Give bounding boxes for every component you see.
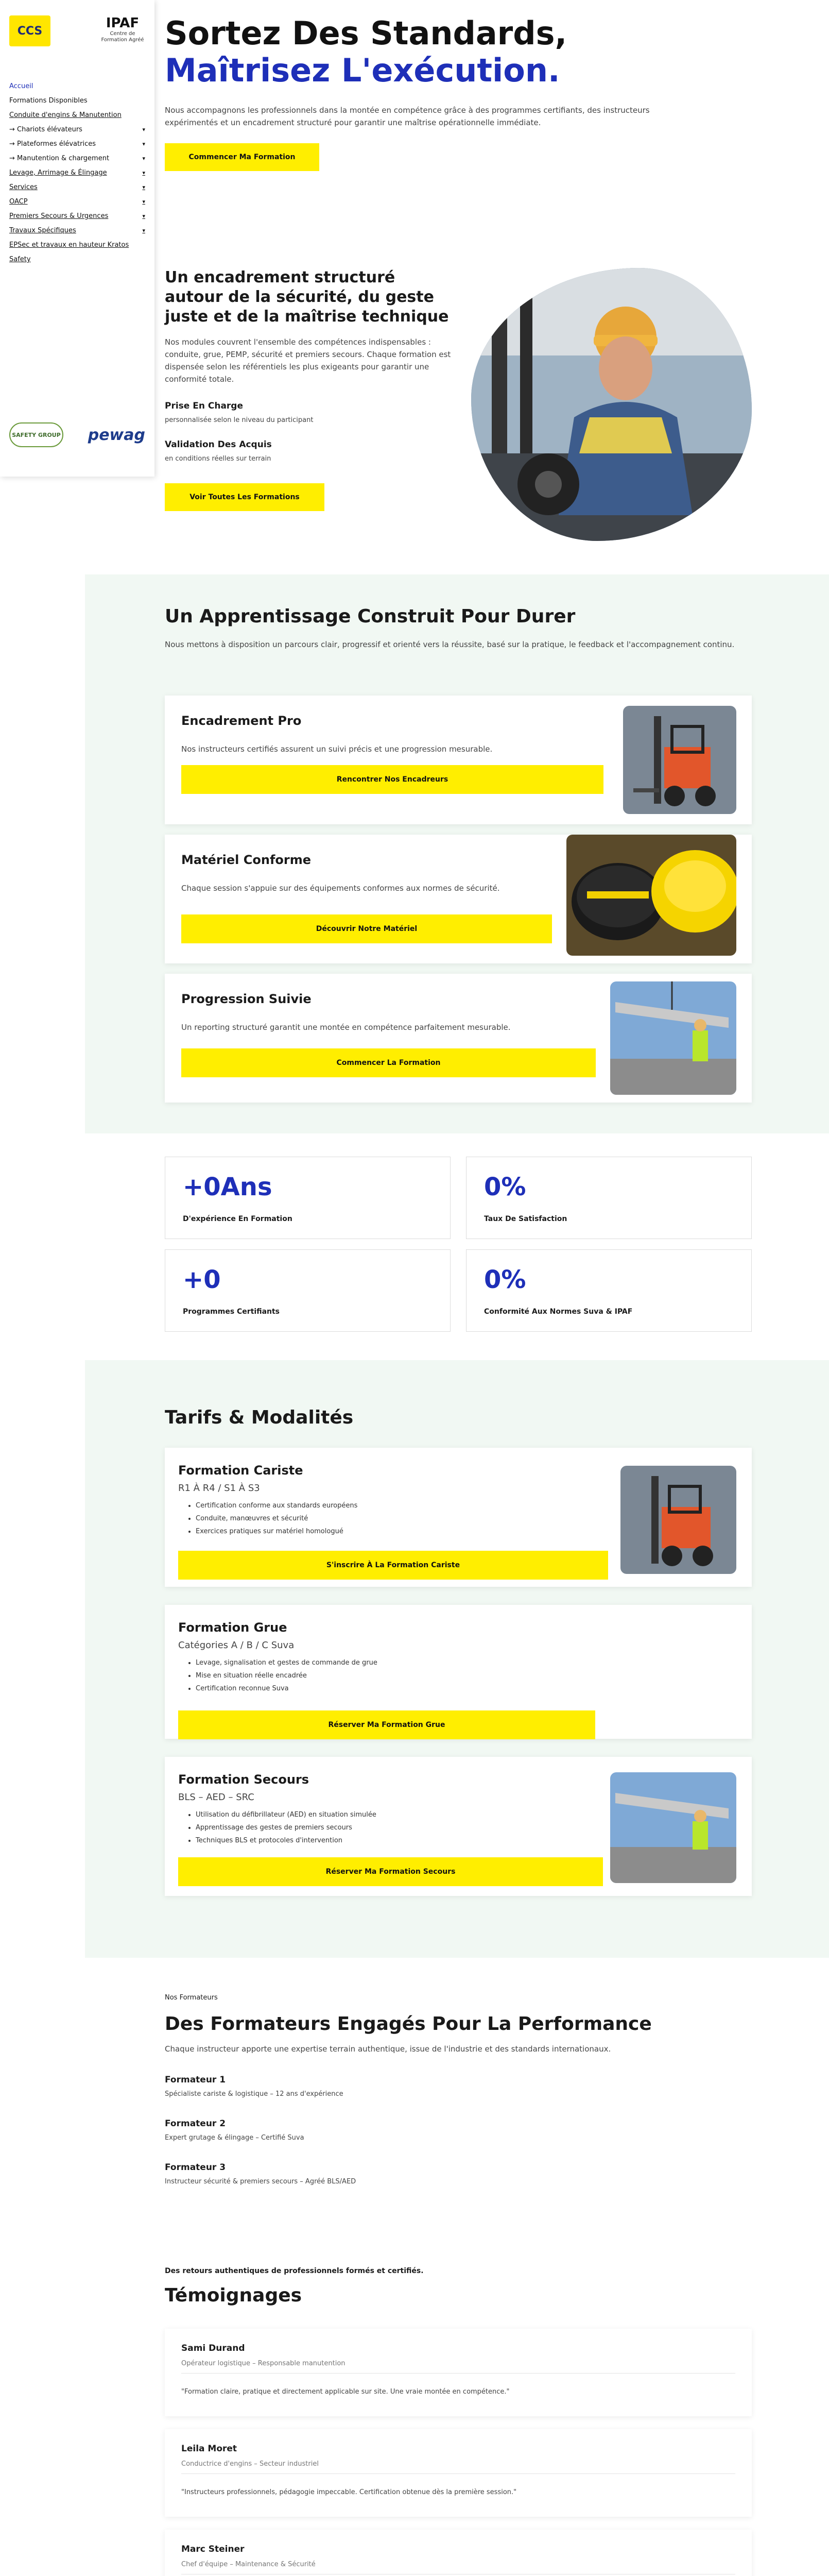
trainer-name: Formateur 1	[165, 2075, 226, 2085]
menu-label: Accueil	[9, 82, 33, 90]
tarif-card-secours	[165, 1757, 752, 1896]
book-first-aid-button[interactable]: Réserver Ma Formation Secours	[178, 1857, 603, 1886]
menu-label: → Chariots élévateurs	[9, 126, 82, 133]
chevron-down-icon: ▾	[142, 155, 145, 162]
tarif-title: Formation Secours	[178, 1772, 309, 1787]
safety-gear-image	[566, 835, 736, 956]
ipaf-mark: IPAF	[106, 15, 140, 31]
list-item: • Techniques BLS et protocoles d'intervention	[196, 1834, 376, 1847]
menu-item-manutention[interactable]	[9, 155, 145, 163]
trainer-desc: Spécialiste cariste & logistique – 12 ans d'expérience	[165, 2090, 343, 2098]
tarif-title: Formation Cariste	[178, 1463, 303, 1478]
section-tag: Des retours authentiques de professionnels formés et certifiés.	[165, 2267, 424, 2275]
card-progression	[165, 974, 752, 1103]
crane-worker-image	[610, 981, 736, 1095]
card-desc: Chaque session s'appuie sur des équipements conformes aux normes de sécurité.	[181, 884, 500, 893]
trainer-name: Formateur 2	[165, 2119, 226, 2129]
forklift-image	[620, 1466, 736, 1574]
trainer-desc: Expert grutage & élingage – Certifié Suva	[165, 2134, 304, 2142]
testimonial-quote: "Instructeurs professionnels, pédagogie impeccable. Certification obtenue dès la première session."	[181, 2488, 517, 2496]
item-title: Validation Des Acquis	[165, 439, 272, 450]
meet-instructors-button[interactable]: Rencontrer Nos Encadreurs	[181, 765, 603, 794]
forklift-image	[623, 706, 736, 814]
chevron-down-icon: ▾	[142, 227, 145, 234]
formateurs-section	[165, 1994, 757, 2185]
sidebar-menu	[9, 82, 145, 264]
menu-label: Travaux Spécifiques	[9, 227, 76, 234]
testimonial-role: Chef d'équipe – Maintenance & Sécurité	[181, 2561, 316, 2568]
discover-equipment-button[interactable]: Découvrir Notre Matériel	[181, 914, 552, 943]
stat-number: 0%	[484, 1173, 526, 1201]
temoignages-title: Témoignages	[165, 2285, 302, 2306]
menu-item-formations[interactable]	[9, 97, 145, 105]
testimonial-card	[165, 2530, 752, 2576]
menu-label: Levage, Arrimage & Élingage	[9, 169, 107, 177]
pewag-logo: pewag	[88, 426, 145, 444]
tarif-title: Formation Grue	[178, 1620, 287, 1635]
menu-item-services[interactable]	[9, 183, 145, 192]
testimonial-role: Conductrice d'engins – Secteur industriel	[181, 2460, 319, 2468]
tarif-category: Catégories A / B / C Suva	[178, 1640, 295, 1651]
trainer-name: Formateur 3	[165, 2162, 226, 2173]
stat-number: 0%	[484, 1265, 526, 1294]
testimonial-card	[165, 2329, 752, 2416]
ipaf-caption: Centre de Formation Agréé	[101, 31, 144, 43]
card-title: Matériel Conforme	[181, 853, 311, 867]
hero-section	[165, 15, 793, 171]
card-desc: Nos instructeurs certifiés assurent un suivi précis et une progression mesurable.	[181, 744, 493, 754]
menu-label: OACP	[9, 198, 28, 206]
formateurs-title: Des Formateurs Engagés Pour La Performance	[165, 2013, 652, 2035]
apprentissage-lead: Nous mettons à disposition un parcours clair, progressif et orienté vers la réussite, basé sur la pratique, le feedback et l'accompagnement continu.	[165, 640, 735, 649]
card-title: Progression Suivie	[181, 992, 312, 1006]
stat-label: Conformité Aux Normes Suva & IPAF	[484, 1308, 633, 1316]
stat-label: Taux De Satisfaction	[484, 1215, 567, 1223]
stat-number: +0Ans	[183, 1173, 272, 1201]
list-item: • Apprentissage des gestes de premiers secours	[196, 1821, 376, 1834]
testimonial-card	[165, 2429, 752, 2517]
safety-gear-illustration	[566, 835, 736, 956]
crane-worker-illustration	[610, 1772, 736, 1883]
chevron-down-icon: ▾	[142, 184, 145, 191]
menu-item-conduite[interactable]	[9, 111, 145, 120]
testimonial-name: Marc Steiner	[181, 2544, 245, 2554]
tarif-category: BLS – AED – SRC	[178, 1792, 254, 1803]
stat-label: D'expérience En Formation	[183, 1215, 292, 1223]
menu-item-safety[interactable]	[9, 256, 145, 264]
menu-label: → Manutention & chargement	[9, 155, 110, 162]
list-item: • Utilisation du défibrillateur (AED) en situation simulée	[196, 1808, 376, 1821]
ipaf-logo	[100, 15, 145, 43]
chevron-down-icon: ▾	[142, 141, 145, 147]
register-cariste-button[interactable]: S'inscrire À La Formation Cariste	[178, 1551, 608, 1580]
menu-label: Premiers Secours & Urgences	[9, 212, 109, 220]
book-crane-button[interactable]: Réserver Ma Formation Grue	[178, 1710, 595, 1739]
formateurs-lead: Chaque instructeur apporte une expertise terrain authentique, issue de l'industrie et des standards internationaux.	[165, 2044, 611, 2054]
forklift-operator-illustration	[471, 268, 752, 541]
ccs-logo[interactable]: CCS	[9, 15, 50, 46]
card-materiel	[165, 835, 752, 963]
tarifs-title: Tarifs & Modalités	[165, 1407, 354, 1428]
tarif-card-grue	[165, 1605, 752, 1739]
structure-section	[165, 268, 453, 511]
chevron-down-icon: ▾	[142, 170, 145, 176]
menu-item-plateformes[interactable]	[9, 140, 145, 148]
start-training-button[interactable]: Commencer Ma Formation	[165, 143, 319, 171]
hero-title-line1: Sortez Des Standards,	[165, 14, 567, 52]
divider	[181, 2373, 735, 2374]
section-tag: Nos Formateurs	[165, 1994, 218, 2002]
stat-number: +0	[183, 1265, 221, 1294]
structure-title: Un encadrement structuré autour de la sécurité, du geste juste et de la maîtrise technique	[165, 268, 449, 326]
menu-label: EPSec et travaux en hauteur Kratos	[9, 241, 129, 249]
menu-label: Formations Disponibles	[9, 97, 88, 105]
item-desc: personnalisée selon le niveau du participant	[165, 416, 314, 424]
stat-label: Programmes Certifiants	[183, 1308, 280, 1316]
item-title: Prise En Charge	[165, 401, 244, 411]
stat-card	[466, 1249, 752, 1332]
trainer-desc: Instructeur sécurité & premiers secours – Agréé BLS/AED	[165, 2178, 356, 2185]
forklift-illustration	[620, 1466, 736, 1574]
menu-label: Services	[9, 183, 38, 191]
stat-card	[466, 1157, 752, 1239]
menu-item-levage[interactable]	[9, 169, 145, 177]
testimonial-name: Sami Durand	[181, 2343, 245, 2353]
menu-label: Safety	[9, 256, 31, 263]
item-desc: en conditions réelles sur terrain	[165, 455, 271, 463]
tarif-card-cariste	[165, 1448, 752, 1587]
apprentissage-section	[165, 605, 757, 651]
menu-item-epsec[interactable]	[9, 241, 145, 249]
forklift-operator-image	[471, 268, 752, 541]
card-encadrement	[165, 696, 752, 824]
tarif-list	[196, 1808, 376, 1847]
apprentissage-title: Un Apprentissage Construit Pour Durer	[165, 606, 576, 627]
menu-item-oacp[interactable]	[9, 198, 145, 206]
crane-worker-image	[610, 1772, 736, 1883]
safety-group-logo: SAFETY GROUP	[9, 422, 63, 447]
testimonial-role: Opérateur logistique – Responsable manutention	[181, 2360, 346, 2367]
menu-label: → Plateformes élévatrices	[9, 140, 96, 148]
hero-lead: Nous accompagnons les professionnels dans la montée en compétence grâce à des programmes certifiants, des instructeurs expérimentés et un encadrement structuré pour garantir une maîtrise opérationnelle immédiate.	[165, 106, 650, 127]
structure-text: Nos modules couvrent l'ensemble des compétences indispensables : conduite, grue, PEMP, sécurité et premiers secours. Chaque formation est dispensée selon les référentiels les plus exigeants pour garantir une conformité totale.	[165, 337, 451, 384]
tarif-list	[196, 1499, 357, 1538]
tarif-category: R1 À R4 / S1 À S3	[178, 1483, 260, 1494]
crane-worker-illustration	[610, 981, 736, 1095]
list-item: • Mise en situation réelle encadrée	[196, 1669, 377, 1682]
tarif-list	[196, 1656, 377, 1695]
chevron-down-icon: ▾	[142, 126, 145, 133]
menu-item-travaux[interactable]	[9, 227, 145, 235]
chevron-down-icon: ▾	[142, 213, 145, 219]
menu-item-secours[interactable]	[9, 212, 145, 221]
menu-item-chariots[interactable]	[9, 126, 145, 134]
menu-label: Conduite d'engins & Manutention	[9, 111, 122, 119]
list-item: • Levage, signalisation et gestes de commande de grue	[196, 1656, 377, 1669]
list-item: • Certification conforme aux standards européens	[196, 1499, 357, 1512]
divider	[181, 2473, 735, 2474]
card-title: Encadrement Pro	[181, 714, 302, 728]
sidebar	[0, 0, 154, 477]
testimonial-quote: "Formation claire, pratique et directement applicable sur site. Une vraie montée en compétence."	[181, 2388, 510, 2396]
stat-card	[165, 1157, 451, 1239]
chevron-down-icon: ▾	[142, 198, 145, 205]
forklift-illustration	[623, 706, 736, 814]
list-item: • Conduite, manœuvres et sécurité	[196, 1512, 357, 1525]
hero-title	[165, 15, 793, 90]
card-desc: Un reporting structuré garantit une montée en compétence parfaitement mesurable.	[181, 1023, 511, 1032]
temoignages-section	[165, 2267, 757, 2307]
partner-logos	[9, 422, 145, 447]
hero-title-line2: Maîtrisez L'exécution.	[165, 52, 560, 89]
list-item: • Exercices pratiques sur matériel homologué	[196, 1525, 357, 1538]
start-course-button[interactable]: Commencer La Formation	[181, 1048, 596, 1077]
list-item: • Certification reconnue Suva	[196, 1682, 377, 1695]
stat-card	[165, 1249, 451, 1332]
testimonial-name: Leila Moret	[181, 2444, 237, 2454]
menu-item-accueil[interactable]	[9, 82, 145, 91]
logo-row	[9, 15, 145, 57]
all-trainings-button[interactable]: Voir Toutes Les Formations	[165, 483, 324, 511]
